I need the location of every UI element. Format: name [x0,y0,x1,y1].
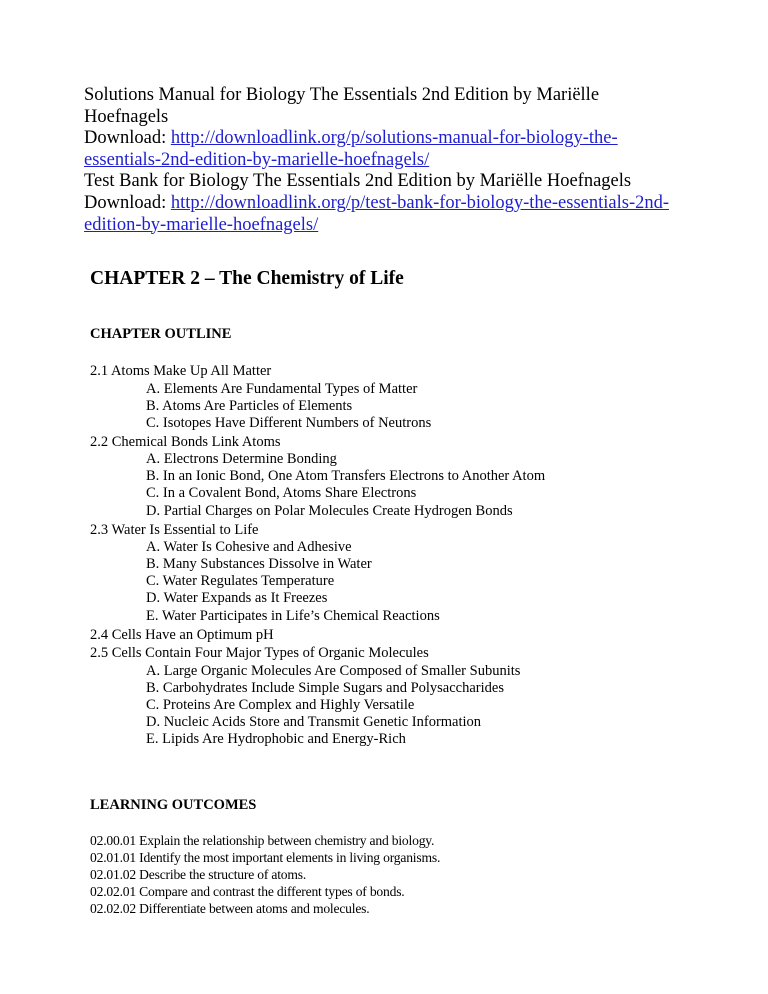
solutions-manual-link-part-2[interactable]: essentials-2nd-edition-by-marielle-hoefnagels/ [84,149,430,170]
learning-outcome: 02.01.02 Describe the structure of atoms. [90,867,307,883]
download-label: Download: [84,128,171,149]
outline-subsection: A. Large Organic Molecules Are Composed of Smaller Subunits [146,662,521,679]
chapter-outline-heading: CHAPTER OUTLINE [90,326,232,342]
chapter-title: CHAPTER 2 – The Chemistry of Life [90,268,404,289]
test-bank-title: Test Bank for Biology The Essentials 2nd Edition by Mariëlle Hoefnagels [84,171,632,192]
outline-subsection: C. In a Covalent Bond, Atoms Share Electrons [146,485,417,502]
chapter-outline [90,363,710,748]
test-bank-link[interactable]: http://downloadlink.org/p/test-bank-for-biology-the-essentials-2nd- [170,192,670,213]
outline-subsection: B. Many Substances Dissolve in Water [146,556,372,573]
outline-subsection: C. Water Regulates Temperature [146,573,335,590]
outline-subsection: D. Nucleic Acids Store and Transmit Genetic Information [146,713,482,730]
outline-subsection: B. Carbohydrates Include Simple Sugars and Polysaccharides [146,679,504,696]
test-bank-link-part-2[interactable]: edition-by-marielle-hoefnagels/ [84,214,319,235]
outline-subsection: B. In an Ionic Bond, One Atom Transfers Electrons to Another Atom [146,468,546,485]
download-header [84,85,704,236]
outline-subsection: A. Elements Are Fundamental Types of Matter [146,380,418,397]
solutions-manual-link[interactable]: http://downloadlink.org/p/solutions-manual-for-biology-the- [170,128,618,149]
solutions-manual-title-line-1: Solutions Manual for Biology The Essentials 2nd Edition by Mariëlle [84,85,600,105]
outline-subsection: C. Isotopes Have Different Numbers of Neutrons [146,414,432,431]
outline-section: 2.5 Cells Contain Four Major Types of Organic Molecules [90,645,429,662]
outline-subsection: C. Proteins Are Complex and Highly Versatile [146,696,415,713]
outline-subsection: E. Water Participates in Life’s Chemical Reactions [146,607,440,624]
learning-outcome: 02.01.01 Identify the most important elements in living organisms. [90,850,441,866]
test-bank-download-line [84,193,704,215]
outline-section: 2.2 Chemical Bonds Link Atoms [90,433,281,450]
learning-outcome: 02.02.01 Compare and contrast the different types of bonds. [90,884,405,900]
solutions-manual-title-line-2: Hoefnagels [84,106,169,127]
test-bank-link-continued [84,215,704,237]
solutions-manual-link-continued [84,150,704,172]
outline-section: 2.4 Cells Have an Optimum pH [90,626,274,643]
learning-outcomes-list [90,832,710,917]
outline-subsection: B. Atoms Are Particles of Elements [146,397,353,414]
learning-outcomes-heading: LEARNING OUTCOMES [90,797,257,813]
outline-subsection: A. Electrons Determine Bonding [146,451,337,468]
learning-outcome: 02.02.02 Differentiate between atoms and molecules. [90,901,370,917]
outline-subsection: D. Water Expands as It Freezes [146,590,328,607]
outline-subsection: E. Lipids Are Hydrophobic and Energy-Rich [146,731,406,747]
outline-subsection: A. Water Is Cohesive and Adhesive [146,539,352,556]
outline-section: 2.1 Atoms Make Up All Matter [90,363,272,379]
learning-outcome: 02.00.01 Explain the relationship between chemistry and biology. [90,833,435,848]
outline-subsection: D. Partial Charges on Polar Molecules Create Hydrogen Bonds [146,502,513,519]
download-label: Download: [84,192,171,213]
solutions-manual-download-line [84,128,704,150]
outline-section: 2.3 Water Is Essential to Life [90,521,259,538]
